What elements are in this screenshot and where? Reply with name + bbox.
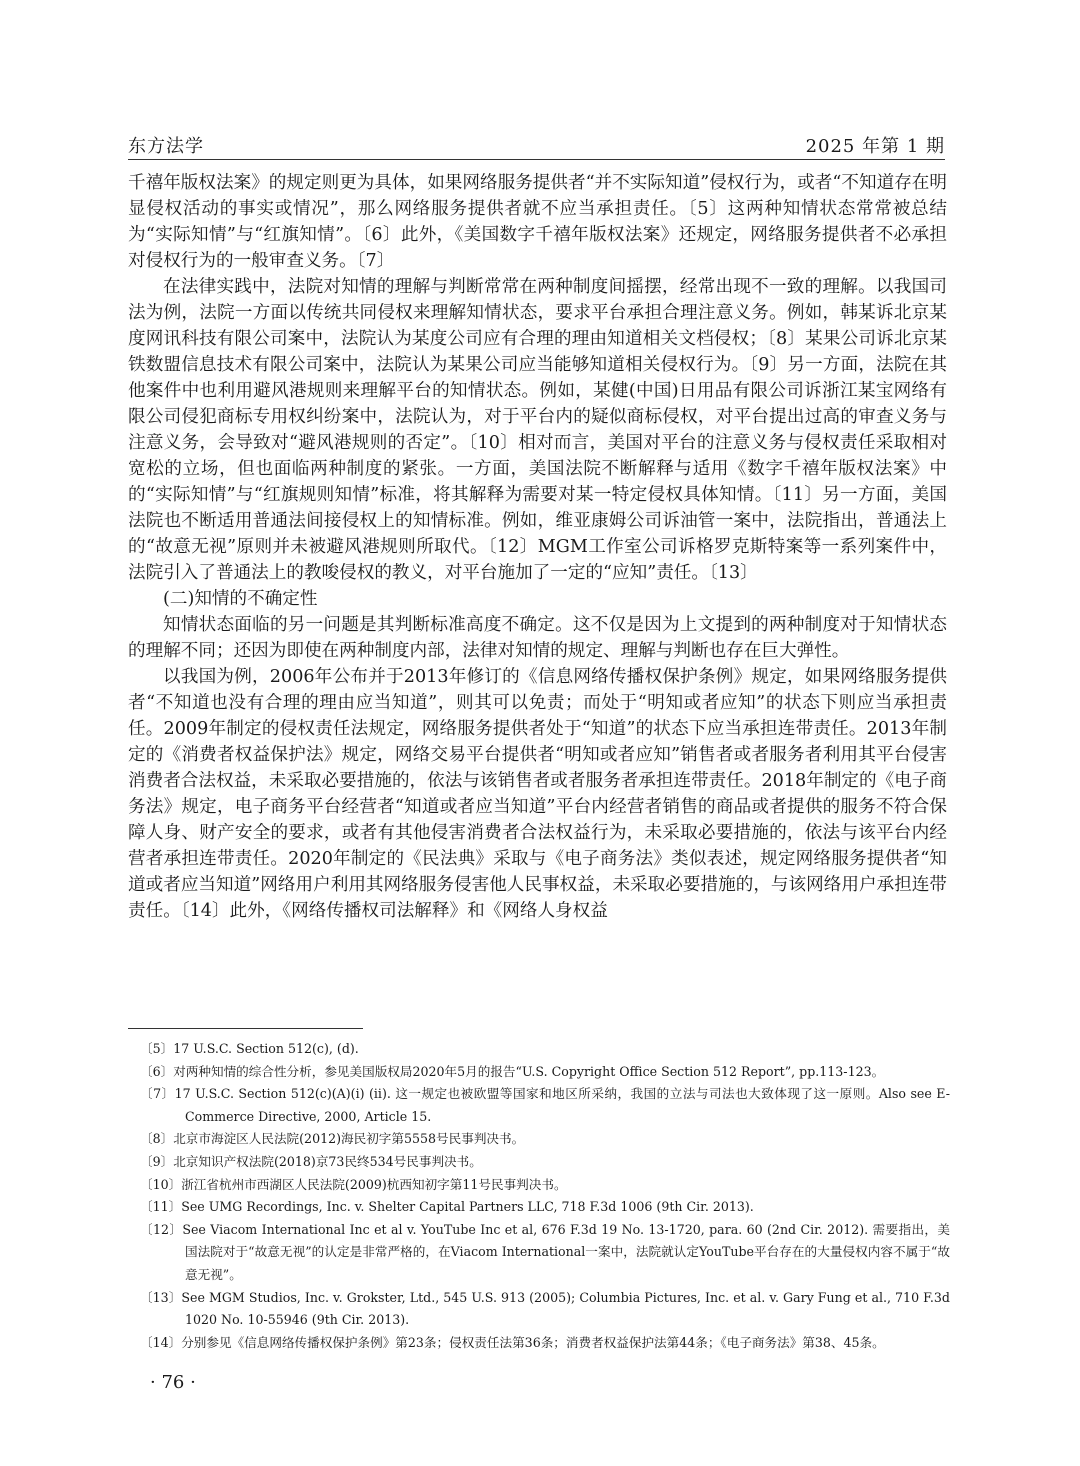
journal-name: 东方法学: [128, 136, 204, 157]
footnote-9: 〔9〕北京知识产权法院(2018)京73民终534号民事判决书。: [140, 1153, 482, 1169]
paragraph-1: 千禧年版权法案》的规定则更为具体，如果网络服务提供者“并不实际知道”侵权行为，或者“不知道存在明显侵权活动的事实或情况”，那么网络服务提供者就不应当承担责任。〔5〕这两种知情状态常常被总结为“实际知情”与“红旗知情”。〔6〕此外，《美国数字千禧年版权法案》还规定，网络服务提供者不必承担对侵权行为的一般审查义务。〔7〕: [128, 173, 947, 271]
main-text: [128, 170, 947, 924]
paragraph-3: 知情状态面临的另一问题是其判断标准高度不确定。这不仅是因为上文提到的两种制度对于知情状态的理解不同；还因为即使在两种制度内部，法律对知情的规定、理解与判断也存在巨大弹性。: [128, 615, 947, 661]
footnote-6: 〔6〕对两种知情的综合性分析，参见美国版权局2020年5月的报告“U.S. Copyright Office Section 512 Report”, pp.113-123。: [140, 1063, 885, 1079]
section-subheading: (二)知情的不确定性: [163, 589, 318, 609]
footnote-14: 〔14〕分别参见《信息网络传播权保护条例》第23条；侵权责任法第36条；消费者权益保护法第44条；《电子商务法》第38、45条。: [140, 1334, 885, 1350]
footnote-10: 〔10〕浙江省杭州市西湖区人民法院(2009)杭西知初字第11号民事判决书。: [140, 1176, 567, 1192]
footnote-13: 〔13〕See MGM Studios, Inc. v. Grokster, Ltd., 545 U.S. 913 (2005); Columbia Pictures, Inc. et al. v. Gary Fung et al., 710 F.3d 1020 No. 10-55946 (9th Cir. 2013).: [140, 1289, 950, 1328]
footnote-5: 〔5〕17 U.S.C. Section 512(c), (d).: [140, 1041, 359, 1056]
paragraph-4: 以我国为例，2006年公布并于2013年修订的《信息网络传播权保护条例》规定，如果网络服务提供者“不知道也没有合理的理由应当知道”，则其可以免责；而处于“明知或者应知”的状态下则应当承担责任。2009年制定的侵权责任法规定，网络服务提供者处于“知道”的状态下应当承担连带责任。2013年制定的《消费者权益保护法》规定，网络交易平台提供者“明知或者应知”销售者或者服务者利用其平台侵害消费者合法权益，未采取必要措施的，依法与该销售者或者服务者承担连带责任。2018年制定的《电子商务法》规定，电子商务平台经营者“知道或者应当知道”平台内经营者销售的商品或者提供的服务不符合保障人身、财产安全的要求，或者有其他侵害消费者合法权益行为，未采取必要措施的，依法与该平台内经营者承担连带责任。2020年制定的《民法典》采取与《电子商务法》类似表述，规定网络服务提供者“知道或者应当知道”网络用户利用其网络服务侵害他人民事权益，未采取必要措施的，与该网络用户承担连带责任。〔14〕此外，《网络传播权司法解释》和《网络人身权益: [128, 667, 947, 921]
footnotes: [140, 1038, 950, 1354]
running-header: [128, 128, 945, 158]
issue-label: 2025 年第 1 期: [805, 136, 945, 157]
header-divider: [128, 159, 945, 160]
paragraph-2: 在法律实践中，法院对知情的理解与判断常常在两种制度间摇摆，经常出现不一致的理解。以我国司法为例，法院一方面以传统共同侵权来理解知情状态，要求平台承担合理注意义务。例如，韩某诉北京某度网讯科技有限公司案中，法院认为某度公司应有合理的理由知道相关文档侵权；〔8〕某果公司诉北京某铁数盟信息技术有限公司案中，法院认为某果公司应当能够知道相关侵权行为。〔9〕另一方面，法院在其他案件中也利用避风港规则来理解平台的知情状态。例如，某健(中国)日用品有限公司诉浙江某宝网络有限公司侵犯商标专用权纠纷案中，法院认为，对于平台内的疑似商标侵权，对平台提出过高的审查义务与注意义务，会导致对“避风港规则的否定”。〔10〕相对而言，美国对平台的注意义务与侵权责任采取相对宽松的立场，但也面临两种制度的紧张。一方面，美国法院不断解释与适用《数字千禧年版权法案》中的“实际知情”与“红旗规则知情”标准，将其解释为需要对某一特定侵权具体知情。〔11〕另一方面，美国法院也不断适用普通法间接侵权上的知情标准。例如，维亚康姆公司诉油管一案中，法院指出，普通法上的“故意无视”原则并未被避风港规则所取代。〔12〕MGM工作室公司诉格罗克斯特案等一系列案件中，法院引入了普通法上的教唆侵权的教义，对平台施加了一定的“应知”责任。〔13〕: [128, 277, 947, 583]
page-number: · 76 ·: [150, 1372, 196, 1393]
footnote-11: 〔11〕See UMG Recordings, Inc. v. Shelter Capital Partners LLC, 718 F.3d 1006 (9th Cir. 2013).: [140, 1199, 754, 1215]
footnote-7: 〔7〕17 U.S.C. Section 512(c)(A)(i) (ii). 这一规定也被欧盟等国家和地区所采纳，我国的立法与司法也大致体现了这一原则。Also see E-Commerce Directive, 2000, Article 15.: [140, 1086, 950, 1124]
footnote-divider: [128, 1028, 363, 1029]
footnote-12: 〔12〕See Viacom International Inc et al v. YouTube Inc et al, 676 F.3d 19 No. 13-1720, para. 60 (2nd Cir. 2012). 需要指出，美国法院对于“故意无视”的认定是非常严格的，在Viacom International一案中，法院就认定YouTube平台存在的大量侵权内容不属于“故意无视”。: [140, 1221, 950, 1282]
footnote-8: 〔8〕北京市海淀区人民法院(2012)海民初字第5558号民事判决书。: [140, 1131, 525, 1147]
